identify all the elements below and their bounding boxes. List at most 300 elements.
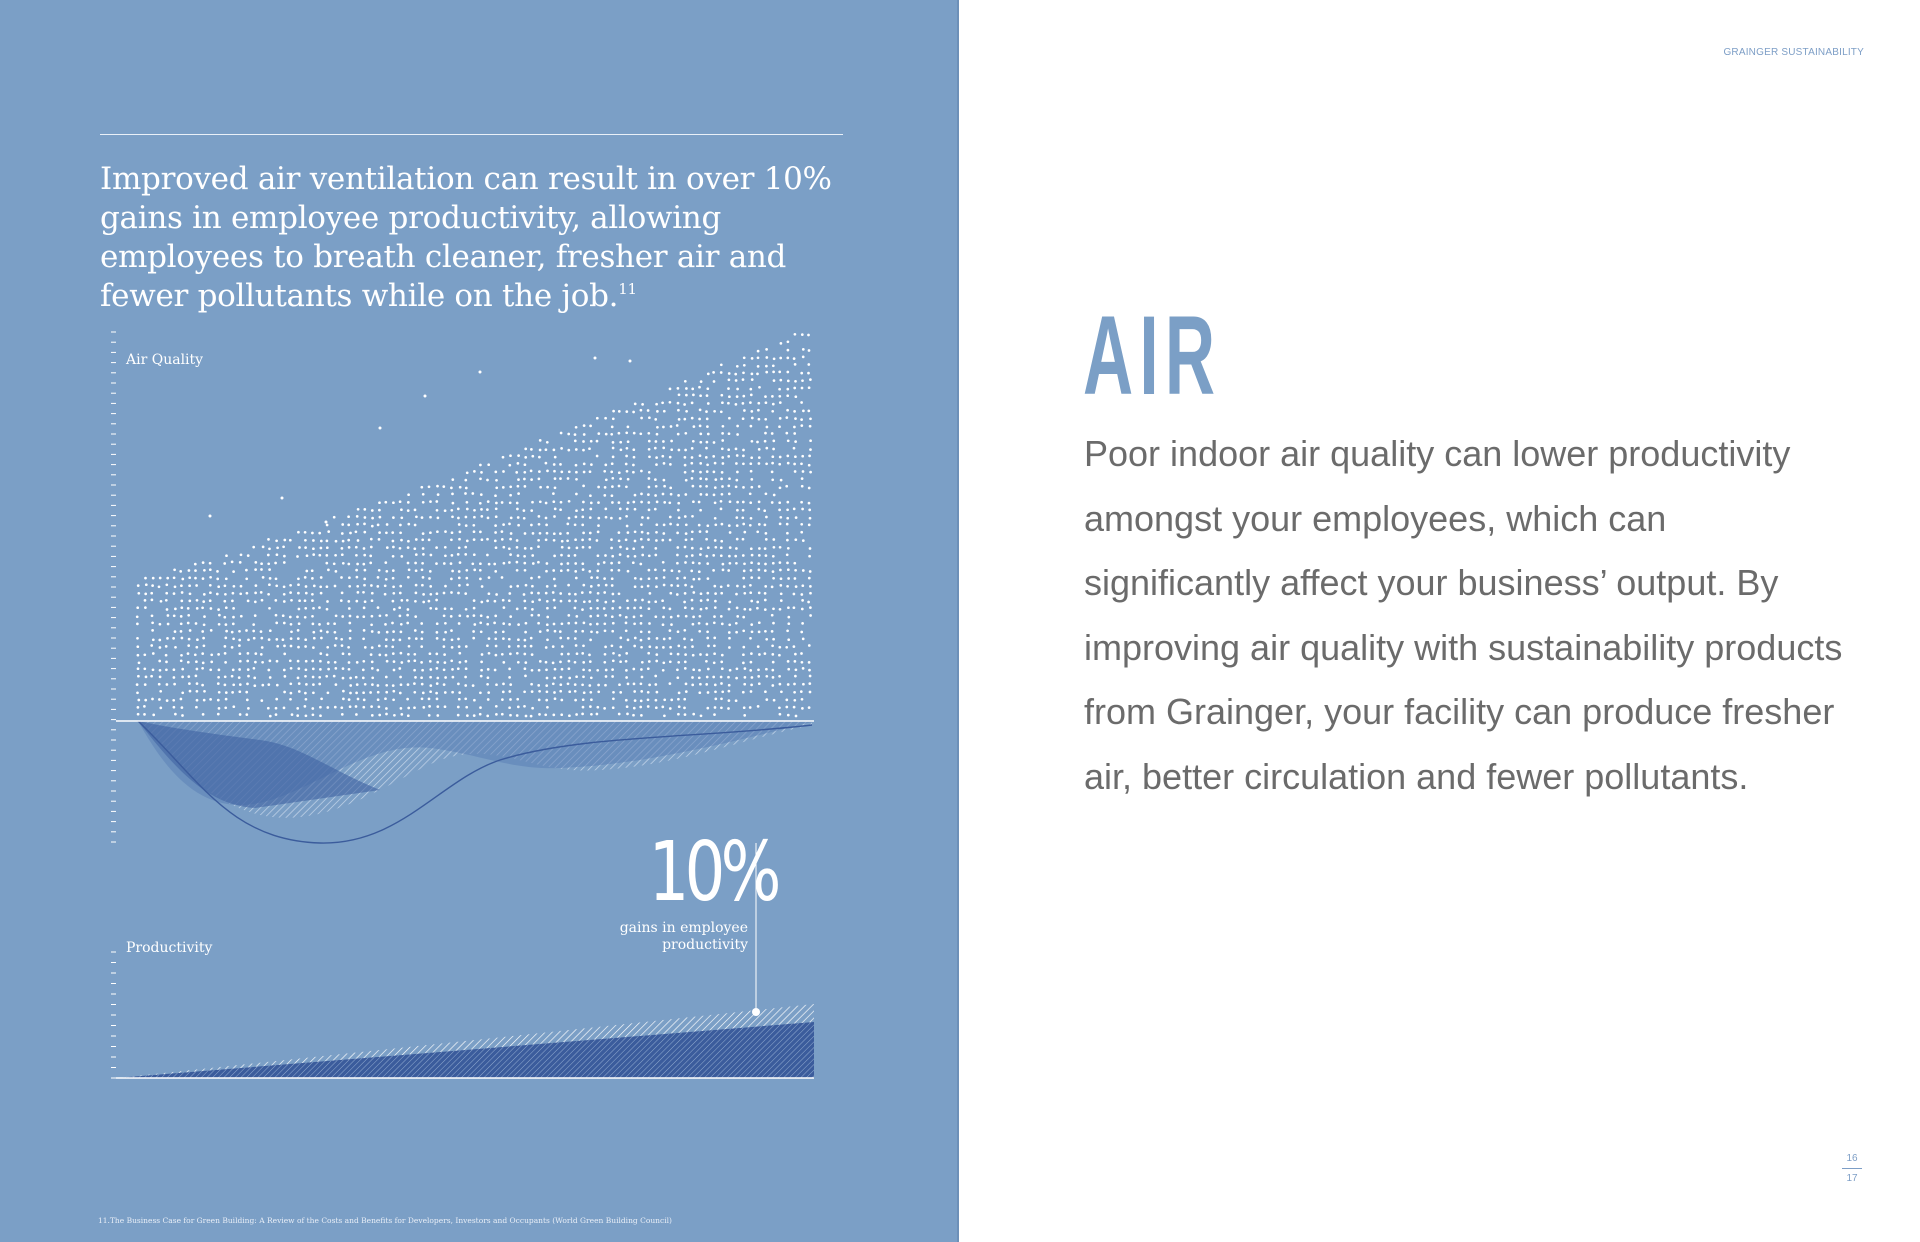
data-dot <box>326 608 329 611</box>
data-dot <box>275 539 278 542</box>
data-dot <box>341 592 344 595</box>
data-dot <box>480 493 483 496</box>
data-dot <box>809 570 812 573</box>
data-dot <box>538 713 541 716</box>
data-dot <box>685 523 688 526</box>
data-dot <box>537 614 540 617</box>
data-dot <box>347 563 350 566</box>
data-dot <box>378 569 381 572</box>
data-dot <box>634 508 637 511</box>
data-dot <box>720 500 723 503</box>
data-dot <box>385 645 388 648</box>
data-dot <box>400 555 403 558</box>
data-dot <box>678 393 681 396</box>
data-dot <box>663 410 666 413</box>
data-dot <box>574 637 577 640</box>
data-dot <box>699 615 702 618</box>
data-dot <box>648 448 651 451</box>
data-dot <box>385 684 388 687</box>
data-dot <box>779 357 782 360</box>
data-dot <box>289 584 292 587</box>
data-dot <box>436 530 439 533</box>
data-dot <box>379 427 382 430</box>
data-dot <box>743 356 746 359</box>
data-dot <box>495 479 498 482</box>
data-dot <box>771 501 774 504</box>
data-dot <box>392 600 395 603</box>
data-dot <box>341 553 344 556</box>
data-dot <box>677 653 680 656</box>
data-dot <box>254 614 257 617</box>
data-dot <box>583 691 586 694</box>
data-dot <box>268 568 271 571</box>
data-dot <box>809 585 812 588</box>
data-dot <box>305 714 308 717</box>
data-dot <box>209 584 212 587</box>
data-dot <box>779 683 782 686</box>
data-dot <box>413 669 416 672</box>
data-dot <box>341 713 344 716</box>
data-dot <box>809 691 812 694</box>
data-dot <box>430 554 433 557</box>
data-dot <box>327 691 330 694</box>
data-dot <box>325 521 328 524</box>
data-dot <box>348 668 351 671</box>
data-dot <box>786 517 789 520</box>
data-dot <box>545 462 548 465</box>
data-dot <box>517 661 520 664</box>
data-dot <box>495 502 498 505</box>
data-dot <box>669 388 672 391</box>
data-dot <box>188 569 191 572</box>
data-dot <box>619 646 622 649</box>
data-dot <box>399 592 402 595</box>
data-dot <box>691 470 694 473</box>
data-dot <box>304 607 307 610</box>
data-dot <box>618 561 621 564</box>
data-dot <box>531 554 534 557</box>
data-dot <box>640 668 643 671</box>
data-dot <box>524 532 527 535</box>
data-dot <box>377 631 380 634</box>
data-dot <box>340 576 343 579</box>
data-dot <box>342 652 345 655</box>
data-dot <box>444 554 447 557</box>
data-dot <box>384 584 387 587</box>
data-dot <box>779 516 782 519</box>
data-dot <box>217 713 220 716</box>
data-dot <box>508 690 511 693</box>
data-dot <box>801 599 804 602</box>
data-dot <box>393 660 396 663</box>
data-dot <box>429 500 432 503</box>
data-dot <box>429 652 432 655</box>
data-dot <box>779 569 782 572</box>
data-dot <box>765 365 768 368</box>
data-dot <box>143 653 146 656</box>
data-dot <box>392 540 395 543</box>
data-dot <box>627 639 630 642</box>
data-dot <box>166 637 169 640</box>
data-dot <box>407 660 410 663</box>
data-dot <box>502 523 505 526</box>
data-dot <box>422 692 425 695</box>
data-dot <box>720 706 723 709</box>
data-dot <box>758 547 761 550</box>
data-dot <box>137 713 140 716</box>
data-dot <box>610 538 613 541</box>
data-dot <box>618 485 621 488</box>
data-dot <box>743 364 746 367</box>
data-dot <box>349 684 352 687</box>
data-dot <box>787 439 790 442</box>
data-dot <box>626 705 629 708</box>
data-dot <box>603 494 606 497</box>
data-dot <box>137 675 140 678</box>
data-dot <box>480 515 483 518</box>
data-dot <box>692 578 695 581</box>
data-dot <box>706 425 709 428</box>
data-dot <box>627 478 630 481</box>
data-dot <box>684 471 687 474</box>
data-dot <box>444 530 447 533</box>
data-dot <box>201 667 204 670</box>
data-dot <box>691 530 694 533</box>
data-dot <box>568 690 571 693</box>
data-dot <box>683 638 686 641</box>
data-dot <box>305 683 308 686</box>
data-dot <box>173 576 176 579</box>
data-dot <box>765 462 768 465</box>
productivity-axis-ticks <box>111 952 116 1078</box>
data-dot <box>369 562 372 565</box>
footnote-marker: 11 <box>618 280 637 298</box>
data-dot <box>502 456 505 459</box>
data-dot <box>247 638 250 641</box>
data-dot <box>362 669 365 672</box>
data-dot <box>559 463 562 466</box>
data-dot <box>807 372 810 375</box>
data-dot <box>247 668 250 671</box>
data-dot <box>436 698 439 701</box>
data-dot <box>721 523 724 526</box>
data-dot <box>444 676 447 679</box>
data-dot <box>683 403 686 406</box>
data-dot <box>318 623 321 626</box>
data-dot <box>676 562 679 565</box>
data-dot <box>362 677 365 680</box>
data-dot <box>779 561 782 564</box>
data-dot <box>312 631 315 634</box>
data-dot <box>391 622 394 625</box>
data-dot <box>415 515 418 518</box>
data-dot <box>231 646 234 649</box>
data-dot <box>538 690 541 693</box>
data-dot <box>780 690 783 693</box>
data-dot <box>800 631 803 634</box>
data-dot <box>639 563 642 566</box>
data-dot <box>537 545 540 548</box>
data-dot <box>742 402 745 405</box>
data-dot <box>758 653 761 656</box>
data-dot <box>348 576 351 579</box>
data-dot <box>422 532 425 535</box>
data-dot <box>801 485 804 488</box>
data-dot <box>174 608 177 611</box>
data-dot <box>422 601 425 604</box>
data-dot <box>713 644 716 647</box>
data-dot <box>486 554 489 557</box>
data-dot <box>750 486 753 489</box>
data-dot <box>553 470 556 473</box>
data-dot <box>559 532 562 535</box>
data-dot <box>509 553 512 556</box>
data-dot <box>785 706 788 709</box>
data-dot <box>318 532 321 535</box>
data-dot <box>684 515 687 518</box>
data-dot <box>231 631 234 634</box>
data-dot <box>225 606 228 609</box>
data-dot <box>158 698 161 701</box>
data-dot <box>524 485 527 488</box>
data-dot <box>232 623 235 626</box>
data-dot <box>793 699 796 702</box>
data-dot <box>312 676 315 679</box>
data-dot <box>647 517 650 520</box>
data-dot <box>306 554 309 557</box>
data-dot <box>560 699 563 702</box>
data-dot <box>764 569 767 572</box>
data-dot <box>238 639 241 642</box>
data-dot <box>137 654 140 657</box>
data-dot <box>742 486 745 489</box>
data-dot <box>560 676 563 679</box>
data-dot <box>699 509 702 512</box>
data-dot <box>393 608 396 611</box>
data-dot <box>691 676 694 679</box>
data-dot <box>145 676 148 679</box>
data-dot <box>523 600 526 603</box>
footnote: 11.The Business Case for Green Building: A Review of the Costs and Benefits for Developers, Investors and Occupants (World Green Building Council) <box>98 1216 672 1225</box>
data-dot <box>267 669 270 672</box>
data-dot <box>509 538 512 541</box>
data-dot <box>669 592 672 595</box>
data-dot <box>698 676 701 679</box>
data-dot <box>276 684 279 687</box>
data-dot <box>691 477 694 480</box>
data-dot <box>166 683 169 686</box>
data-dot <box>758 418 761 421</box>
data-dot <box>465 569 468 572</box>
data-dot <box>692 591 695 594</box>
data-dot <box>516 608 519 611</box>
data-dot <box>633 622 636 625</box>
data-dot <box>736 471 739 474</box>
data-dot <box>465 667 468 670</box>
data-dot <box>626 447 629 450</box>
data-dot <box>378 654 381 657</box>
data-dot <box>744 667 747 670</box>
data-dot <box>640 690 643 693</box>
data-dot <box>648 660 651 663</box>
data-dot <box>399 524 402 527</box>
data-dot <box>574 440 577 443</box>
data-dot <box>685 394 688 397</box>
data-dot <box>546 638 549 641</box>
data-dot <box>371 714 374 717</box>
data-dot <box>743 706 746 709</box>
data-dot <box>706 653 709 656</box>
data-dot <box>684 667 687 670</box>
data-dot <box>684 449 687 452</box>
data-dot <box>530 478 533 481</box>
data-dot <box>560 713 563 716</box>
data-dot <box>713 661 716 664</box>
data-dot <box>209 668 212 671</box>
data-dot <box>778 463 781 466</box>
data-dot <box>458 691 461 694</box>
data-dot <box>619 508 622 511</box>
data-dot <box>333 675 336 678</box>
data-dot <box>750 478 753 481</box>
data-dot <box>801 608 804 611</box>
data-dot <box>210 607 213 610</box>
data-dot <box>356 515 359 518</box>
data-dot <box>357 698 360 701</box>
data-dot <box>612 600 615 603</box>
data-dot <box>589 660 592 663</box>
data-dot <box>809 614 812 617</box>
data-dot <box>809 547 812 550</box>
data-dot <box>385 654 388 657</box>
data-dot <box>421 516 424 519</box>
data-dot <box>363 629 366 632</box>
data-dot <box>800 401 803 404</box>
data-dot <box>625 622 628 625</box>
data-dot <box>429 593 432 596</box>
data-dot <box>663 638 666 641</box>
data-dot <box>698 524 701 527</box>
data-dot <box>407 562 410 565</box>
data-dot <box>231 600 234 603</box>
data-dot <box>758 554 761 557</box>
data-dot <box>517 638 520 641</box>
data-dot <box>451 493 454 496</box>
data-dot <box>553 463 556 466</box>
data-dot <box>771 478 774 481</box>
data-dot <box>392 577 395 580</box>
data-dot <box>524 456 527 459</box>
data-dot <box>626 713 629 716</box>
data-dot <box>648 637 651 640</box>
data-dot <box>764 418 767 421</box>
data-dot <box>144 699 147 702</box>
data-dot <box>407 501 410 504</box>
data-dot <box>596 599 599 602</box>
data-dot <box>493 563 496 566</box>
data-dot <box>778 388 781 391</box>
data-dot <box>581 608 584 611</box>
data-dot <box>347 646 350 649</box>
data-dot <box>721 654 724 657</box>
data-dot <box>669 646 672 649</box>
data-dot <box>742 395 745 398</box>
data-dot <box>596 576 599 579</box>
data-dot <box>807 363 810 366</box>
data-dot <box>661 706 664 709</box>
data-dot <box>400 652 403 655</box>
data-dot <box>727 584 730 587</box>
data-dot <box>201 652 204 655</box>
data-dot <box>435 653 438 656</box>
data-dot <box>252 623 255 626</box>
data-dot <box>502 546 505 549</box>
data-dot <box>245 577 248 580</box>
data-dot <box>735 462 738 465</box>
data-dot <box>435 562 438 565</box>
data-dot <box>384 623 387 626</box>
data-dot <box>648 509 651 512</box>
data-dot <box>371 525 374 528</box>
data-dot <box>391 645 394 648</box>
data-dot <box>239 713 242 716</box>
data-dot <box>654 600 657 603</box>
data-dot <box>661 455 664 458</box>
data-dot <box>693 425 696 428</box>
data-dot <box>632 464 635 467</box>
data-dot <box>255 584 258 587</box>
data-dot <box>391 531 394 534</box>
data-dot <box>801 584 804 587</box>
data-dot <box>793 426 796 429</box>
data-dot <box>297 583 300 586</box>
data-dot <box>495 507 498 510</box>
data-dot <box>771 462 774 465</box>
data-dot <box>583 622 586 625</box>
data-dot <box>707 577 710 580</box>
data-dot <box>714 690 717 693</box>
data-dot <box>421 562 424 565</box>
data-dot <box>559 637 562 640</box>
data-dot <box>714 523 717 526</box>
data-dot <box>705 478 708 481</box>
data-dot <box>692 616 695 619</box>
data-dot <box>787 616 790 619</box>
data-dot <box>539 486 542 489</box>
data-dot <box>596 607 599 610</box>
data-dot <box>181 637 184 640</box>
data-dot <box>479 562 482 565</box>
data-dot <box>415 538 418 541</box>
data-dot <box>268 547 271 550</box>
data-dot <box>274 562 277 565</box>
data-dot <box>420 661 423 664</box>
data-dot <box>495 654 498 657</box>
data-dot <box>713 585 716 588</box>
data-dot <box>523 478 526 481</box>
data-dot <box>612 691 615 694</box>
data-dot <box>808 349 811 352</box>
data-dot <box>459 661 462 664</box>
data-dot <box>618 654 621 657</box>
data-dot <box>312 668 315 671</box>
data-dot <box>619 546 622 549</box>
data-dot <box>413 706 416 709</box>
data-dot <box>407 683 410 686</box>
data-dot <box>553 449 556 452</box>
data-dot <box>800 593 803 596</box>
data-dot <box>464 553 467 556</box>
